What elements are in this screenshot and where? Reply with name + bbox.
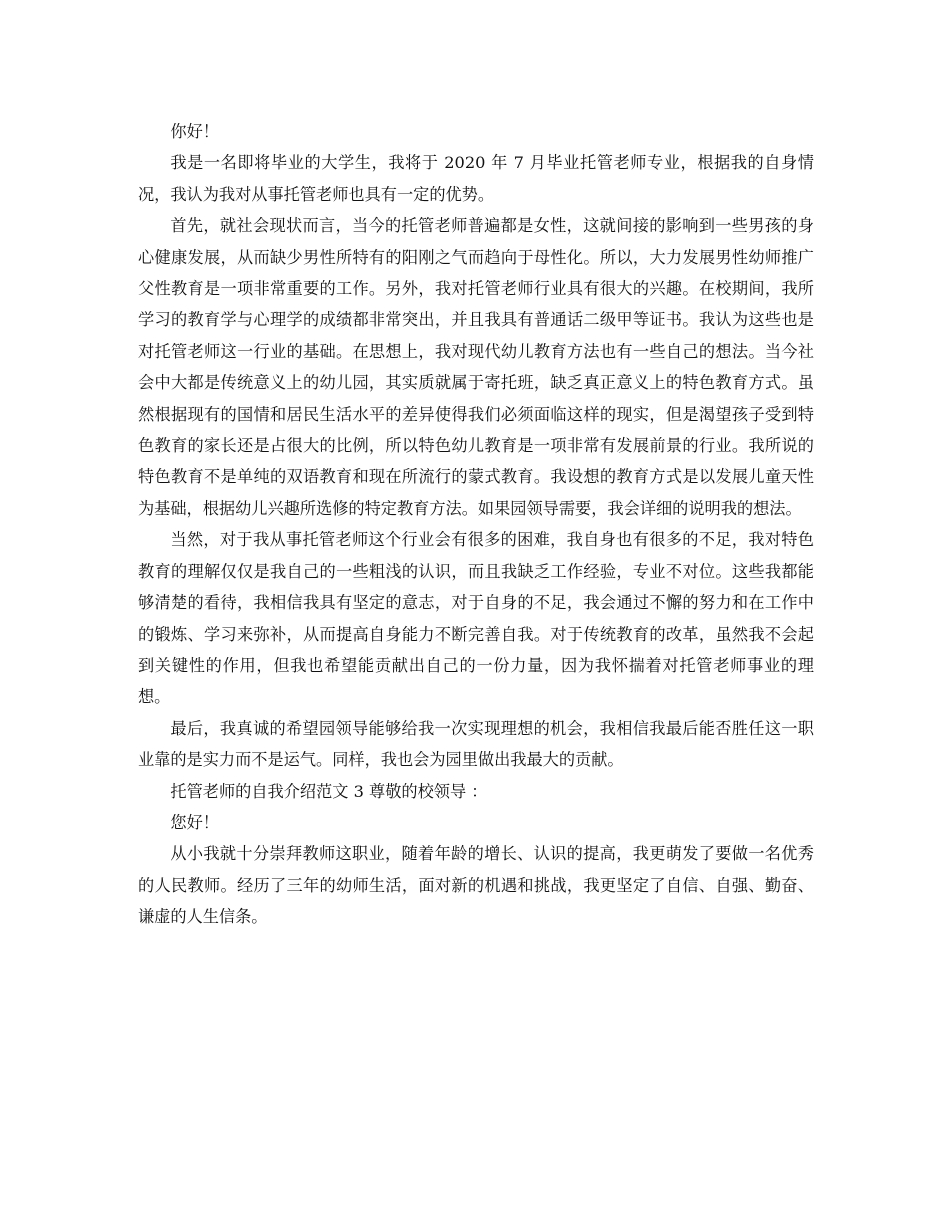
document-body (138, 116, 814, 933)
second-intro-paragraph: 从小我就十分崇拜教师这职业，随着年龄的增长、认识的提高，我更萌发了要做一名优秀的人民教师。经历了三年的幼师生活，面对新的机遇和挑战，我更坚定了自信、自强、勤奋、谦虚的人生信条。 (138, 844, 814, 927)
intro-paragraph: 我是一名即将毕业的大学生，我将于 2020 年 7 月毕业托管老师专业，根据我的自身情况，我认为我对从事托管老师也具有一定的优势。 (138, 153, 814, 204)
closing-paragraph: 最后，我真诚的希望园领导能够给我一次实现理想的机会，我相信我最后能否胜任这一职业靠的是实力而不是运气。同样，我也会为园里做出我最大的贡献。 (138, 718, 814, 770)
first-point-paragraph: 首先，就社会现状而言，当今的托管老师普遍都是女性，这就间接的影响到一些男孩的身心健康发展，从而缺少男性所特有的阳刚之气而趋向于母性化。所以，大力发展男性幼师推广父性教育是一项非常重要的工作。另外，我对托管老师行业具有很大的兴趣。在校期间，我所学习的教育学与心理学的成绩都非常突出，并且我具有普通话二级甲等证书。我认为这些也是对托管老师这一行业的基础。在思想上，我对现代幼儿教育方法也有一些自己的想法。当今社会中大都是传统意义上的幼儿园，其实质就属于寄托班，缺乏真正意义上的特色教育方式。虽然根据现有的国情和居民生活水平的差异使得我们必须面临这样的现实，但是渴望孩子受到特色教育的家长还是占很大的比例，所以特色幼儿教育是一项非常有发展前景的行业。我所说的特色教育不是单纯的双语教育和现在所流行的蒙式教育。我设想的教育方式是以发展儿童天性为基础，根据幼儿兴趣所选修的特定教育方法。如果园领导需要，我会详细的说明我的想法。 (138, 216, 814, 518)
section-heading: 托管老师的自我介绍范文 3 尊敬的校领导 ： (170, 781, 488, 801)
second-point-paragraph: 当然，对于我从事托管老师这个行业会有很多的困难，我自身也有很多的不足，我对特色教育的理解仅仅是我自己的一些粗浅的认识，而且我缺乏工作经验，专业不对位。这些我都能够清楚的看待，我相信我具有坚定的意志，对于自身的不足，我会通过不懈的努力和在工作中的锻炼、学习来弥补，从而提高自身能力不断完善自我。对于传统教育的改革，虽然我不会起到关键性的作用，但我也希望能贡献出自己的一份力量，因为我怀揣着对托管老师事业的理想。 (138, 530, 814, 707)
second-greeting-paragraph: 您好！ (170, 812, 219, 832)
greeting-paragraph: 你好！ (170, 122, 219, 141)
